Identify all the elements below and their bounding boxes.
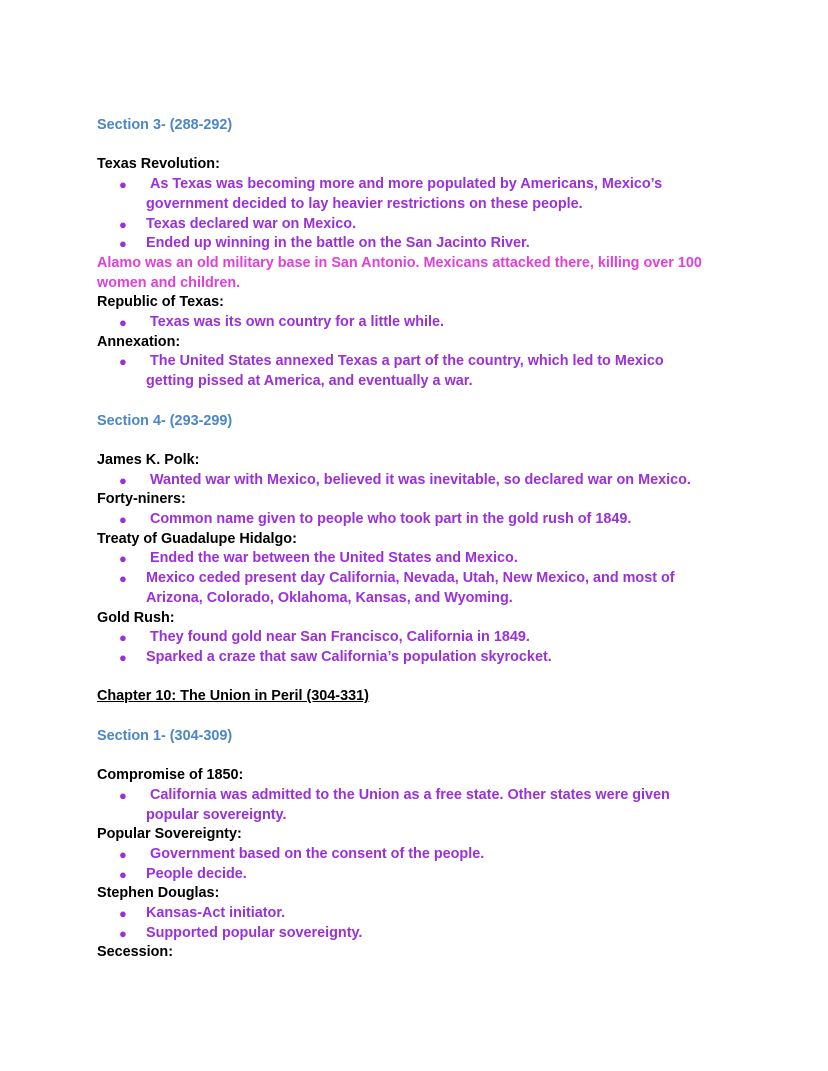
list-item-text: government decided to lay heavier restrictions on these people. xyxy=(146,195,583,212)
bullet-icon: ● xyxy=(119,472,127,488)
bullet-icon: ● xyxy=(119,512,127,528)
douglas-list xyxy=(97,904,737,943)
list-item-text: As Texas was becoming more and more populated by Americans, Mexico’s xyxy=(150,176,663,193)
chapter-10-section-1-heading: Section 1- (304-309) xyxy=(97,727,233,744)
list-item xyxy=(97,628,737,648)
chapter-10-title: Chapter 10: The Union in Peril (304-331) xyxy=(97,688,369,705)
list-item-text: Mexico ceded present day California, Nevada, Utah, New Mexico, and most of xyxy=(146,570,675,587)
spacer xyxy=(97,707,737,727)
section-3-heading: Section 3- (288-292) xyxy=(97,117,233,133)
list-item-text: getting pissed at America, and eventually a war. xyxy=(146,373,473,390)
term-stephen-douglas: Stephen Douglas: xyxy=(97,885,220,902)
list-item-text: Texas declared war on Mexico. xyxy=(146,215,357,232)
list-item-text: California was admitted to the Union as a free state. Other states were given xyxy=(150,786,670,803)
list-item-text: Wanted war with Mexico, believed it was inevitable, so declared war on Mexico. xyxy=(150,471,691,488)
list-item xyxy=(97,648,737,668)
list-item xyxy=(97,352,737,391)
texas-revolution-list xyxy=(97,175,737,254)
alamo-note-line: Alamo was an old military base in San Antonio. Mexicans attacked there, killing over 100 xyxy=(97,254,702,271)
term-forty-niners: Forty-niners: xyxy=(97,491,186,508)
term-texas-revolution: Texas Revolution: xyxy=(97,156,220,173)
polk-list xyxy=(97,471,737,491)
list-item xyxy=(97,845,737,865)
term-secession: Secession: xyxy=(97,944,173,961)
spacer xyxy=(97,431,737,451)
fortyniners-list xyxy=(97,510,737,530)
bullet-icon: ● xyxy=(119,630,127,646)
term-annexation: Annexation: xyxy=(97,333,181,350)
spacer xyxy=(97,392,737,412)
list-item xyxy=(97,510,737,530)
spacer xyxy=(97,668,737,688)
list-item xyxy=(97,215,737,235)
bullet-icon: ● xyxy=(119,354,127,370)
goldrush-list xyxy=(97,628,737,667)
bullet-icon: ● xyxy=(119,787,127,803)
list-item-text: Sparked a craze that saw California’s population skyrocket. xyxy=(146,648,552,665)
bullet-icon: ● xyxy=(119,216,127,232)
list-item xyxy=(97,313,737,333)
bullet-icon: ● xyxy=(119,866,127,882)
spacer xyxy=(97,746,737,766)
bullet-icon: ● xyxy=(119,551,127,567)
term-treaty-of-guadalupe-hidalgo: Treaty of Guadalupe Hidalgo: xyxy=(97,530,297,547)
bullet-icon: ● xyxy=(119,177,127,193)
term-popular-sovereignty: Popular Sovereignty: xyxy=(97,826,242,843)
alamo-note-line: women and children. xyxy=(97,274,241,291)
list-item xyxy=(97,786,737,825)
list-item-text: The United States annexed Texas a part of the country, which led to Mexico xyxy=(150,353,664,370)
list-item xyxy=(97,865,737,885)
alamo-note xyxy=(97,254,737,293)
list-item-text: They found gold near San Francisco, California in 1849. xyxy=(150,629,530,646)
list-item xyxy=(97,569,737,608)
bullet-icon: ● xyxy=(119,315,127,331)
list-item xyxy=(97,234,737,254)
document-page xyxy=(97,116,737,963)
list-item-text: Supported popular sovereignty. xyxy=(146,924,363,941)
annexation-list xyxy=(97,352,737,391)
bullet-icon: ● xyxy=(119,571,127,587)
list-item xyxy=(97,175,737,214)
republic-list xyxy=(97,313,737,333)
term-compromise-of-1850: Compromise of 1850: xyxy=(97,767,244,784)
guadalupe-list xyxy=(97,549,737,608)
list-item xyxy=(97,471,737,491)
term-republic-of-texas: Republic of Texas: xyxy=(97,294,224,311)
list-item-text: People decide. xyxy=(146,865,247,882)
spacer xyxy=(97,136,737,156)
list-item-text: Texas was its own country for a little while. xyxy=(150,314,445,331)
list-item-text: popular sovereignty. xyxy=(146,806,287,823)
term-james-k-polk: James K. Polk: xyxy=(97,451,200,468)
section-4-heading: Section 4- (293-299) xyxy=(97,412,233,429)
list-item-text: Government based on the consent of the people. xyxy=(150,845,485,862)
list-item xyxy=(97,549,737,569)
bullet-icon: ● xyxy=(119,906,127,922)
bullet-icon: ● xyxy=(119,925,127,941)
list-item-text: Kansas-Act initiator. xyxy=(146,905,286,922)
term-gold-rush: Gold Rush: xyxy=(97,609,175,626)
popsov-list xyxy=(97,845,737,884)
bullet-icon: ● xyxy=(119,649,127,665)
list-item-text: Ended up winning in the battle on the San Jacinto River. xyxy=(146,235,530,252)
compromise-list xyxy=(97,786,737,825)
list-item-text: Arizona, Colorado, Oklahoma, Kansas, and Wyoming. xyxy=(146,589,513,606)
bullet-icon: ● xyxy=(119,846,127,862)
bullet-icon: ● xyxy=(119,236,127,252)
list-item xyxy=(97,904,737,924)
list-item xyxy=(97,924,737,944)
list-item-text: Common name given to people who took part in the gold rush of 1849. xyxy=(150,511,632,528)
list-item-text: Ended the war between the United States and Mexico. xyxy=(150,550,518,567)
